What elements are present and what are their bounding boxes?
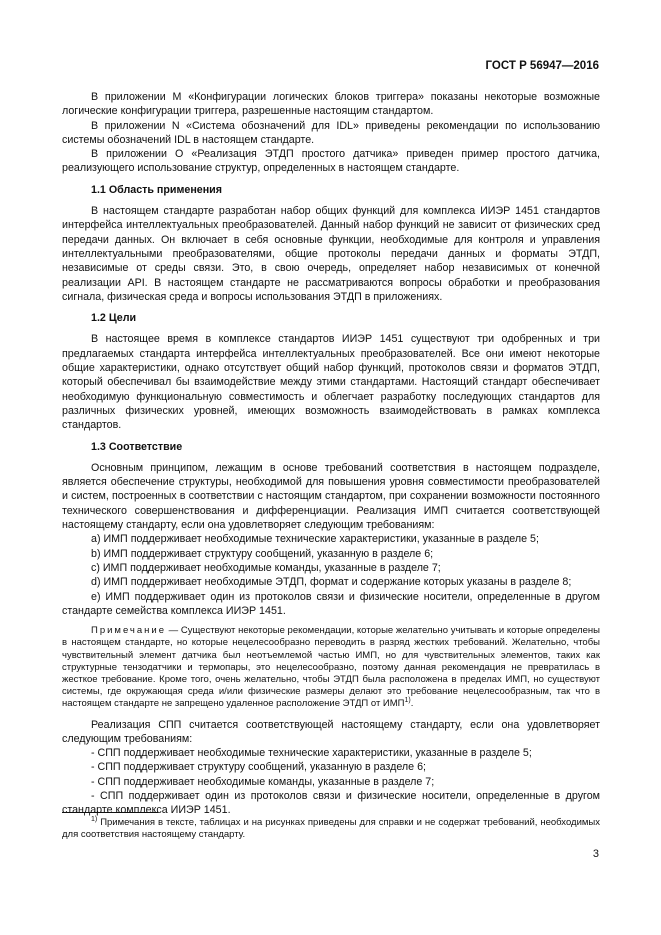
footnote-mark: 1) xyxy=(91,815,98,823)
spp-item-2: - СПП поддерживает структуру сообщений, указанную в разделе 6; xyxy=(91,761,426,774)
spp-item-3: - СПП поддерживает необходимые команды, указанные в разделе 7; xyxy=(91,775,435,788)
section-heading-goals: 1.2 Цели xyxy=(91,312,137,325)
footnote-divider xyxy=(62,812,158,813)
note-label: Примечание xyxy=(91,625,166,637)
section-conformance-text: Основным принципом, лежащим в основе требований соответствия в настоящем подразделе, является обеспечение структуры, необходимой для повышения уровня совместимости преобразователей и систем, построенных в соответствии с настоящим стандартом, при сохранении возможности постоянного технического совершенствования и дифференциации. Реализация ИМП считается соответствующей настоящему стандарту, если она удовлетворяет следующим требованиям: xyxy=(62,461,600,532)
intro-paragraph-m: В приложении М «Конфигурации логических блоков триггера» показаны некоторые возможные логические конфигурации триггера, разрешенные настоящим стандартом. xyxy=(62,91,600,118)
standard-code: ГОСТ Р 56947—2016 xyxy=(485,60,599,72)
note-end: . xyxy=(410,698,414,710)
page-number: 3 xyxy=(592,848,599,860)
intro-paragraph-o: В приложении О «Реализация ЭТДП простого датчика» приведен пример простого датчика, реализующего использование структур, определенных в настоящем стандарте. xyxy=(62,148,600,175)
section-scope-text: В настоящем стандарте разработан набор общих функций для комплекса ИИЭР 1451 стандартов интерфейса интеллектуальных преобразователей. Данный набор функций не зависит от физических сред передачи данных. Он включает в себя основные функции, необходимые для контроля и управления интеллектуальными преобразователями, общие протоколы передачи данных и форматы ЭТДП, независимые от среды связи. Это, в свою очередь, определяет набор независимых от конечной реализации API. В настоящем стандарте не рассматриваются вопросы обработки и преобразования сигнала, физическая среда и вопросы использования ЭТДП в приложениях. xyxy=(62,205,600,303)
spp-conformance-text: Реализация СПП считается соответствующей настоящему стандарту, если она удовлетворяет следующим требованиям: xyxy=(62,718,600,745)
note-text: — Существуют некоторые рекомендации, которые желательно учитывать и которые определены в настоящем стандарте, но которые нецелесообразно переводить в разряд жестких требований. Желательно, чтобы чувствительный элемент датчика был неотъемлемой частью ИМП, но для чувствительных элементов, таких как структурные тензодатчики и термопары, это нецелесообразно, поэтому данная рекомендация не превратилась в жесткое требование. Кроме того, очень желательно, чтобы ЭТДП была расположена в пределах ИМП, но существуют системы, где окружающая среда и/или физические размеры делают это требование нецелесообразным, так что в настоящем стандарте не запрещено удаленное расположение ЭТДП от ИМП xyxy=(62,625,600,710)
footnote xyxy=(62,817,600,841)
section-goals-text: В настоящее время в комплексе стандартов ИИЭР 1451 существуют три одобренных и три предлагаемых стандарта интерфейса интеллектуальных преобразователей. Все они имеют некоторые общие характеристики, однако отсутствует общий набор функций, протоколов связи и форматов ЭТДП, который обеспечивал бы взаимодействие между этими стандартами. Настоящий стандарт обеспечивает необходимую функциональную совместимость и облегчает разработку последующих стандартов для различных физических уровней, имеющих возможность взаимодействовать в рамках комплекса стандартов. xyxy=(62,333,600,432)
requirement-item-a: а) ИМП поддерживает необходимые технические характеристики, указанные в разделе 5; xyxy=(91,533,539,546)
footnote-text: Примечания в тексте, таблицах и на рисунках приведены для справки и не содержат требований, необходимых для соответствия настоящему стандарту. xyxy=(62,817,600,841)
requirement-item-b: b) ИМП поддерживает структуру сообщений, указанную в разделе 6; xyxy=(91,547,434,560)
requirement-item-d: d) ИМП поддерживает необходимые ЭТДП, формат и содержание которых указаны в разделе 8; xyxy=(91,576,572,589)
note-footnote-ref: 1) xyxy=(404,697,411,705)
page-body xyxy=(62,90,600,818)
section-heading-scope: 1.1 Область применения xyxy=(91,183,222,196)
note-paragraph xyxy=(62,625,600,710)
spp-item-1: - СПП поддерживает необходимые технические характеристики, указанные в разделе 5; xyxy=(91,747,532,760)
requirement-item-c: с) ИМП поддерживает необходимые команды, указанные в разделе 7; xyxy=(91,561,441,574)
requirement-item-e: е) ИМП поддерживает один из протоколов связи и физические носители, определенные в другом стандарте семейства комплекса ИИЭР 1451. xyxy=(62,590,600,617)
section-heading-conformance: 1.3 Соответствие xyxy=(91,440,183,453)
intro-paragraph-n: В приложении N «Система обозначений для IDL» приведены рекомендации по использованию системы обозначений IDL в настоящем стандарте. xyxy=(62,119,600,146)
spp-item-4: - СПП поддерживает один из протоколов связи и физические носители, определенные в другом стандарте комплекса ИИЭР 1451. xyxy=(62,790,600,817)
